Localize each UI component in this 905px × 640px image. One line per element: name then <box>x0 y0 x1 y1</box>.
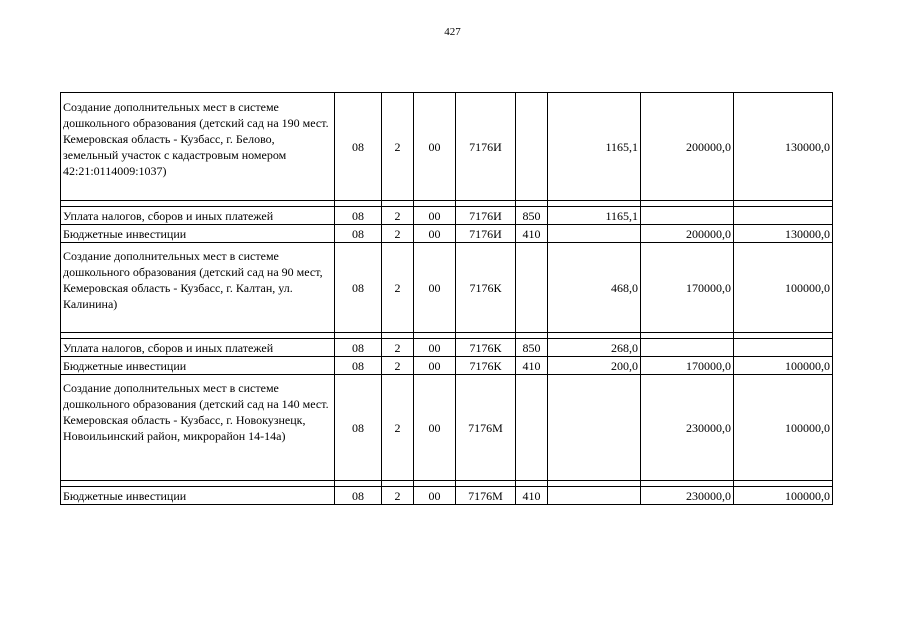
section-code: 08 <box>335 225 382 243</box>
amount-year-3 <box>734 207 833 225</box>
amount-year-1: 200,0 <box>548 357 641 375</box>
subsection-code: 2 <box>382 243 414 333</box>
amount-year-1: 1165,1 <box>548 207 641 225</box>
row-description: Создание дополнительных мест в системе дошкольного образования (детский сад на 140 мест. Кемеровская область - Кузбасс, г. Новокузнецк, Новоильинский район, микрорайон 14-14а) <box>61 375 335 481</box>
program-code: 00 <box>414 207 456 225</box>
budget-table <box>60 92 833 505</box>
expense-type-code: 410 <box>516 357 548 375</box>
target-article-code: 7176М <box>456 487 516 505</box>
expense-type-code: 410 <box>516 487 548 505</box>
amount-year-2: 170000,0 <box>641 243 734 333</box>
amount-year-3: 100000,0 <box>734 357 833 375</box>
subsection-code: 2 <box>382 225 414 243</box>
expense-type-code: 850 <box>516 207 548 225</box>
table-row <box>61 225 833 243</box>
row-description: Бюджетные инвестиции <box>61 357 335 375</box>
subsection-code: 2 <box>382 207 414 225</box>
row-description: Создание дополнительных мест в системе дошкольного образования (детский сад на 190 мест. Кемеровская область - Кузбасс, г. Белово, земельный участок с кадастровым номером 42:21:0114009:1037) <box>61 93 335 201</box>
amount-year-1: 468,0 <box>548 243 641 333</box>
amount-year-2: 230000,0 <box>641 375 734 481</box>
expense-type-code <box>516 93 548 201</box>
section-code: 08 <box>335 375 382 481</box>
section-code: 08 <box>335 243 382 333</box>
amount-year-3: 100000,0 <box>734 375 833 481</box>
target-article-code: 7176М <box>456 375 516 481</box>
target-article-code: 7176К <box>456 357 516 375</box>
subsection-code: 2 <box>382 487 414 505</box>
amount-year-3 <box>734 339 833 357</box>
table-row <box>61 339 833 357</box>
table-row <box>61 375 833 481</box>
amount-year-1: 268,0 <box>548 339 641 357</box>
program-code: 00 <box>414 339 456 357</box>
amount-year-2: 170000,0 <box>641 357 734 375</box>
subsection-code: 2 <box>382 357 414 375</box>
target-article-code: 7176И <box>456 207 516 225</box>
target-article-code: 7176К <box>456 339 516 357</box>
amount-year-2: 200000,0 <box>641 93 734 201</box>
row-description: Бюджетные инвестиции <box>61 487 335 505</box>
amount-year-1: 1165,1 <box>548 93 641 201</box>
amount-year-3: 130000,0 <box>734 93 833 201</box>
page-number: 427 <box>444 26 461 38</box>
amount-year-2: 230000,0 <box>641 487 734 505</box>
target-article-code: 7176К <box>456 243 516 333</box>
target-article-code: 7176И <box>456 93 516 201</box>
row-description: Уплата налогов, сборов и иных платежей <box>61 207 335 225</box>
row-description: Создание дополнительных мест в системе дошкольного образования (детский сад на 90 мест, Кемеровская область - Кузбасс, г. Калтан, ул. Калинина) <box>61 243 335 333</box>
subsection-code: 2 <box>382 339 414 357</box>
program-code: 00 <box>414 375 456 481</box>
subsection-code: 2 <box>382 93 414 201</box>
expense-type-code <box>516 243 548 333</box>
amount-year-1 <box>548 225 641 243</box>
program-code: 00 <box>414 357 456 375</box>
section-code: 08 <box>335 207 382 225</box>
table-row <box>61 207 833 225</box>
table-row <box>61 93 833 201</box>
amount-year-3: 100000,0 <box>734 487 833 505</box>
amount-year-3: 130000,0 <box>734 225 833 243</box>
expense-type-code: 850 <box>516 339 548 357</box>
expense-type-code: 410 <box>516 225 548 243</box>
program-code: 00 <box>414 487 456 505</box>
amount-year-2 <box>641 339 734 357</box>
table-row <box>61 487 833 505</box>
section-code: 08 <box>335 93 382 201</box>
amount-year-3: 100000,0 <box>734 243 833 333</box>
section-code: 08 <box>335 339 382 357</box>
amount-year-1 <box>548 375 641 481</box>
table-row <box>61 357 833 375</box>
expense-type-code <box>516 375 548 481</box>
program-code: 00 <box>414 225 456 243</box>
amount-year-2: 200000,0 <box>641 225 734 243</box>
program-code: 00 <box>414 243 456 333</box>
row-description: Бюджетные инвестиции <box>61 225 335 243</box>
subsection-code: 2 <box>382 375 414 481</box>
amount-year-2 <box>641 207 734 225</box>
section-code: 08 <box>335 487 382 505</box>
amount-year-1 <box>548 487 641 505</box>
section-code: 08 <box>335 357 382 375</box>
table-row <box>61 243 833 333</box>
program-code: 00 <box>414 93 456 201</box>
target-article-code: 7176И <box>456 225 516 243</box>
row-description: Уплата налогов, сборов и иных платежей <box>61 339 335 357</box>
